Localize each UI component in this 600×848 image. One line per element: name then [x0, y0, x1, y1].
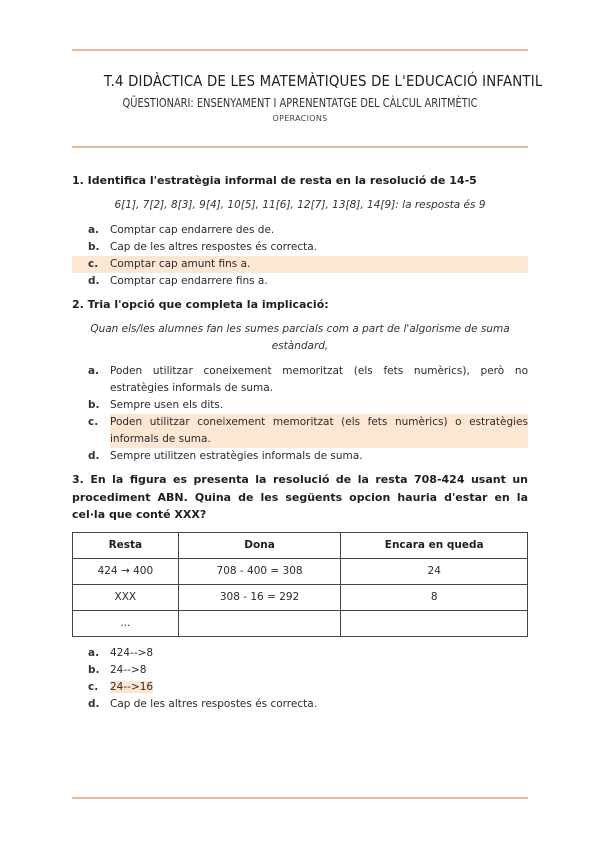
option-1b[interactable] [72, 239, 528, 256]
document-subtitle: QÜESTIONARI: ENSENYAMENT I APRENENTATGE DEL CÀLCUL ARITMÈTIC [122, 96, 478, 110]
question-1 [72, 172, 528, 290]
question-1-statement: 6[1], 7[2], 8[3], 9[4], 10[5], 11[6], 12[7], 13[8], 14[9]: la resposta és 9 [114, 199, 486, 211]
option-1c-correct[interactable] [72, 256, 528, 273]
question-2 [72, 296, 528, 465]
option-letter: c. [88, 258, 99, 270]
option-letter: a. [88, 224, 100, 236]
option-text: Cap de les altres respostes és correcta. [110, 697, 318, 710]
option-letter: d. [88, 450, 100, 462]
table-header-cell: Dona [178, 532, 341, 558]
table-cell: ... [73, 610, 179, 636]
table-cell [341, 610, 528, 636]
option-text: 24-->8 [110, 663, 147, 676]
document-header [72, 72, 543, 123]
footer-rule [72, 797, 528, 799]
table-cell: 308 - 16 = 292 [178, 584, 341, 610]
option-text: Poden utilitzar coneixement memoritzat (els fets numèrics), però no estratègies informals de suma. [110, 365, 528, 394]
option-3c-correct[interactable] [72, 679, 528, 696]
option-letter: c. [88, 680, 99, 693]
question-2-statement: Quan els/les alumnes fan les sumes parcials com a part de l'algorisme de suma estàndard, [90, 323, 510, 352]
table-row [73, 610, 528, 636]
option-letter: a. [88, 646, 100, 659]
table-row [73, 584, 528, 610]
option-3a[interactable] [72, 645, 528, 662]
table-cell: 708 - 400 = 308 [178, 558, 341, 584]
option-letter: b. [88, 241, 100, 253]
top-rule [72, 49, 528, 51]
option-text: Comptar cap amunt fins a. [110, 258, 251, 270]
question-3-options [72, 645, 528, 713]
table-cell [178, 610, 341, 636]
option-1a[interactable] [72, 222, 528, 239]
option-text: Sempre usen els dits. [110, 399, 224, 411]
document-title: T.4 DIDÀCTICA DE LES MATEMÀTIQUES DE L'EDUCACIÓ INFANTIL [103, 72, 543, 90]
section-label: OPERACIONS [272, 114, 328, 123]
option-text: Comptar cap endarrere des de. [110, 224, 275, 236]
option-2b[interactable] [72, 397, 528, 414]
table-cell: 24 [341, 558, 528, 584]
questionnaire [72, 172, 528, 713]
option-3d[interactable] [72, 696, 528, 713]
question-1-options [72, 222, 528, 290]
option-letter: c. [88, 416, 99, 428]
option-2c-correct[interactable] [72, 414, 528, 448]
option-letter: b. [88, 663, 100, 676]
option-2a[interactable] [72, 363, 528, 397]
header-bottom-rule [72, 146, 528, 148]
option-1d[interactable] [72, 273, 528, 290]
table-header-cell: Resta [73, 532, 179, 558]
question-3-text: 3. En la figura es presenta la resolució de la resta 708-424 usant un procediment ABN. Quina de les següents opcion hauria d'estar en la cel·la que conté XXX? [72, 473, 528, 521]
abn-table [72, 532, 528, 637]
option-text: 424-->8 [110, 646, 154, 659]
table-header-row [73, 532, 528, 558]
option-text: Sempre utilitzen estratègies informals de suma. [110, 450, 363, 462]
option-text: 24-->16 [110, 680, 154, 693]
option-3b[interactable] [72, 662, 528, 679]
question-2-text: 2. Tria l'opció que completa la implicació: [72, 298, 329, 311]
option-letter: d. [88, 697, 100, 710]
option-text: Comptar cap endarrere fins a. [110, 275, 268, 287]
option-text: Cap de les altres respostes és correcta. [110, 241, 318, 253]
option-letter: b. [88, 399, 100, 411]
option-letter: a. [88, 365, 100, 377]
question-3 [72, 471, 528, 713]
table-cell: 8 [341, 584, 528, 610]
option-text: Poden utilitzar coneixement memoritzat (els fets numèrics) o estratègies informals de suma. [110, 414, 528, 448]
option-letter: d. [88, 275, 100, 287]
table-row [73, 558, 528, 584]
table-cell: 424 → 400 [73, 558, 179, 584]
question-2-options [72, 363, 528, 465]
table-header-cell: Encara en queda [341, 532, 528, 558]
table-cell: XXX [73, 584, 179, 610]
question-1-text: 1. Identifica l'estratègia informal de resta en la resolució de 14-5 [72, 174, 477, 187]
option-2d[interactable] [72, 448, 528, 465]
